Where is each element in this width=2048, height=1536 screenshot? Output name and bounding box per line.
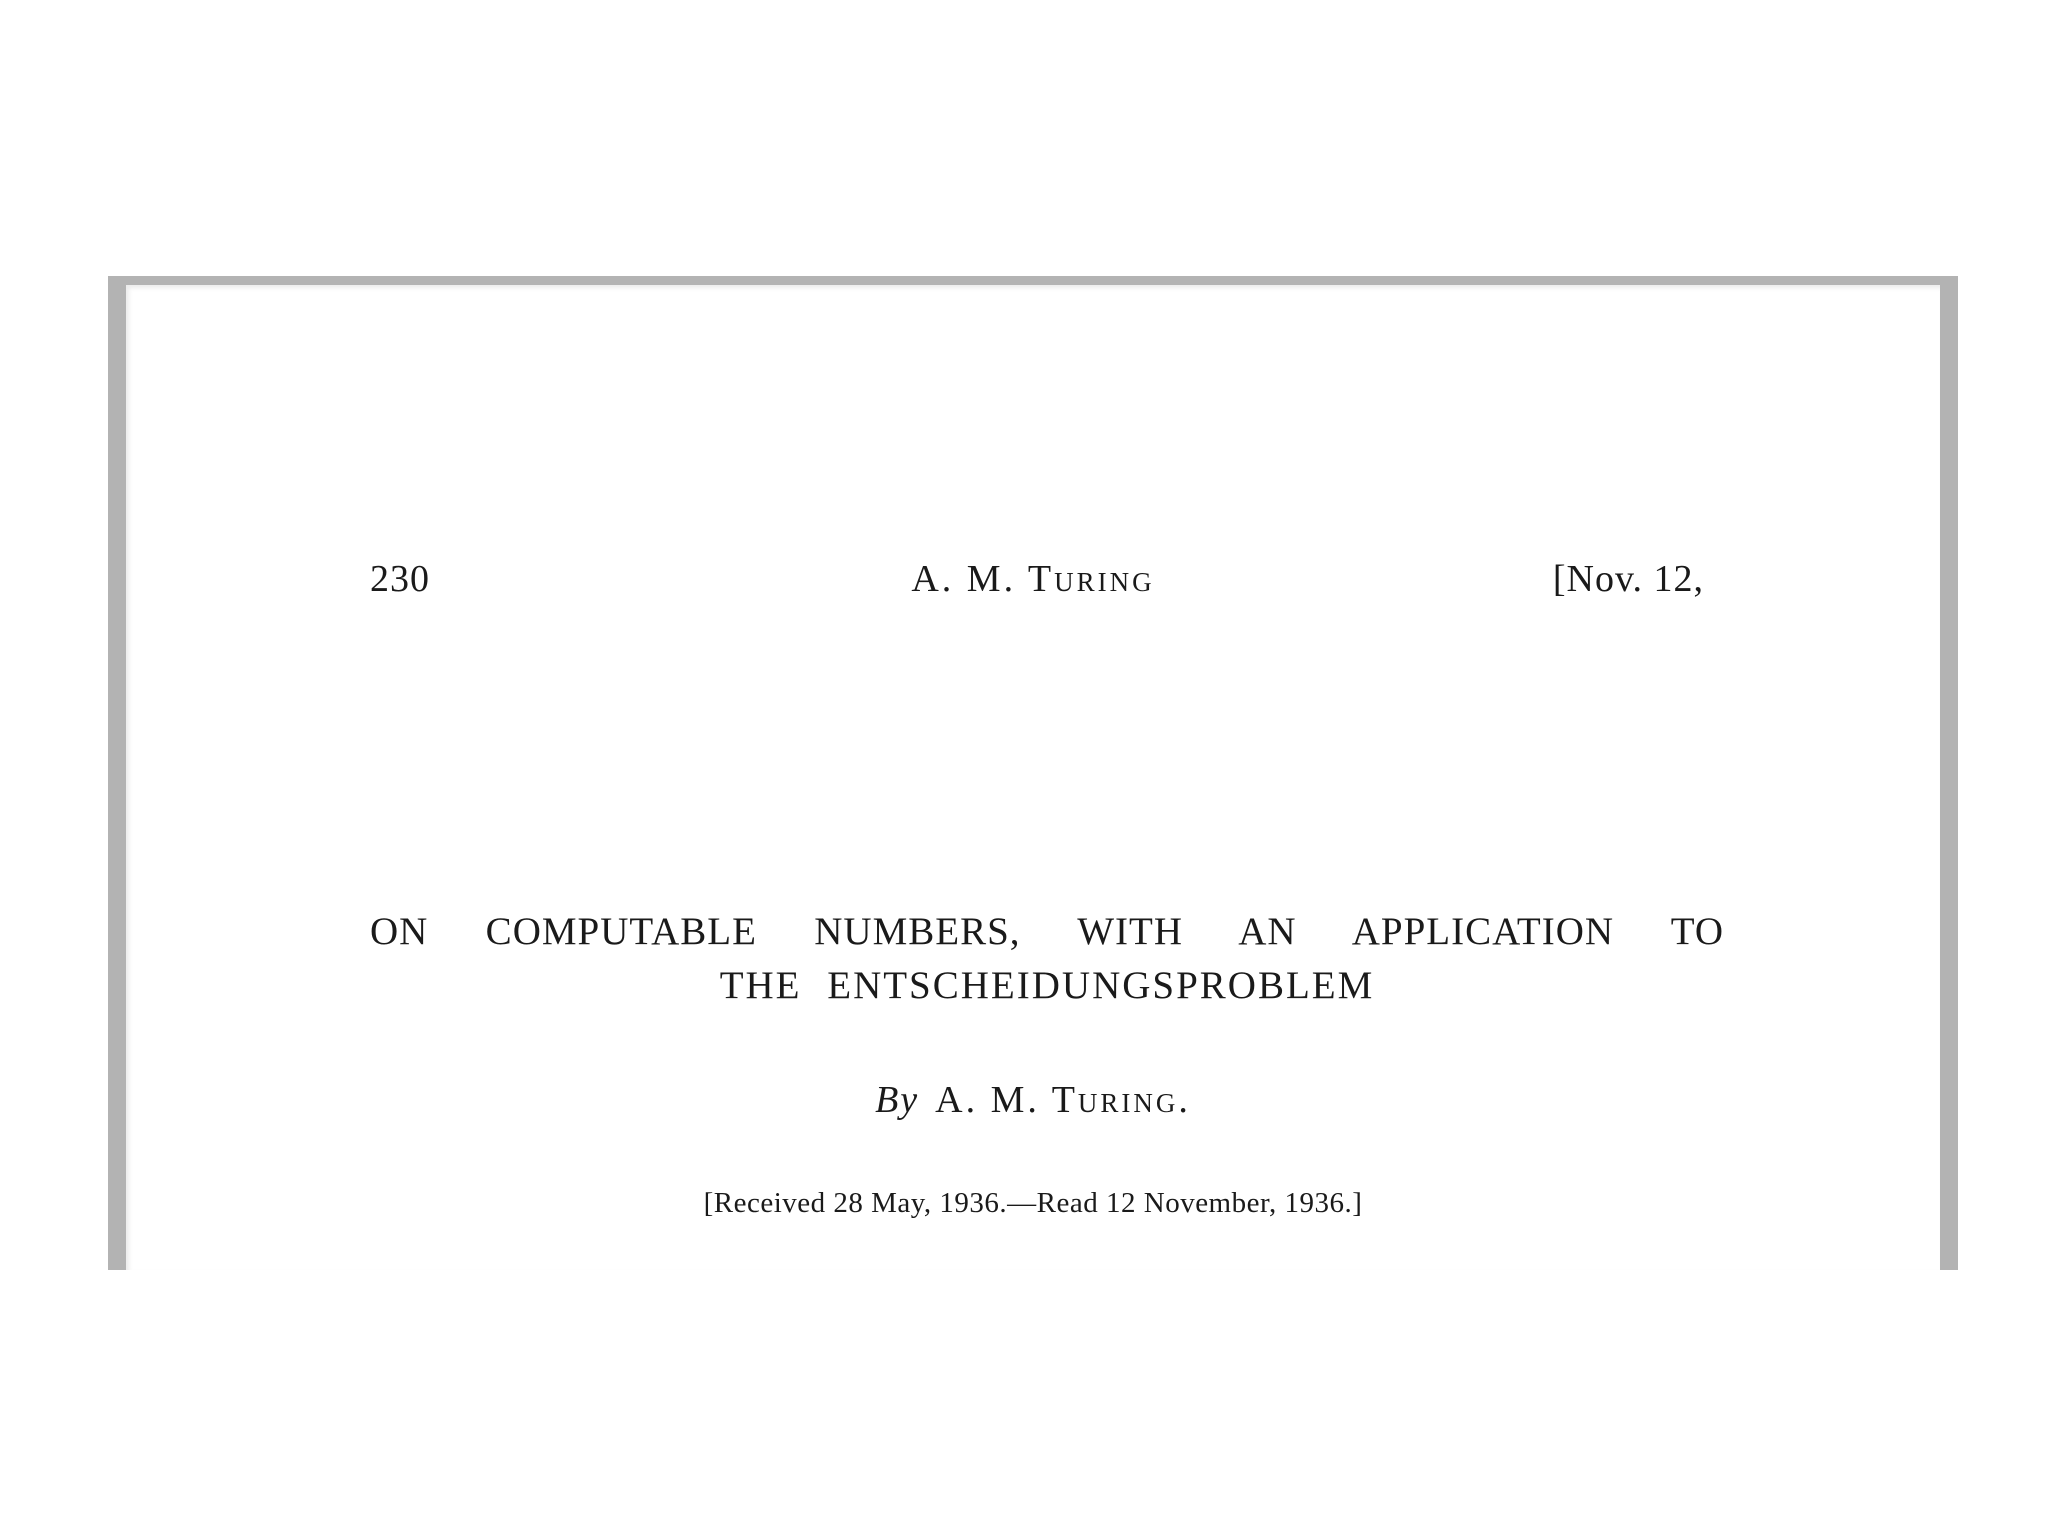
running-head-author: A. M. Turing — [911, 558, 1155, 600]
title-line-1: ON COMPUTABLE NUMBERS, WITH AN APPLICATION TO — [370, 910, 1724, 953]
received-date-note: [Received 28 May, 1936.—Read 12 November, 1936.] — [703, 1187, 1363, 1219]
paper-title — [370, 905, 1724, 1013]
page-number: 230 — [370, 558, 430, 600]
byline — [126, 1078, 1940, 1122]
running-head — [126, 557, 1940, 617]
running-head-date: [Nov. 12, — [1552, 558, 1704, 600]
byline-author: A. M. Turing. — [935, 1079, 1191, 1121]
byline-prefix: By — [875, 1079, 920, 1121]
scanned-page — [108, 276, 1958, 1270]
title-line-2: THE ENTSCHEIDUNGSPROBLEM — [719, 964, 1375, 1007]
